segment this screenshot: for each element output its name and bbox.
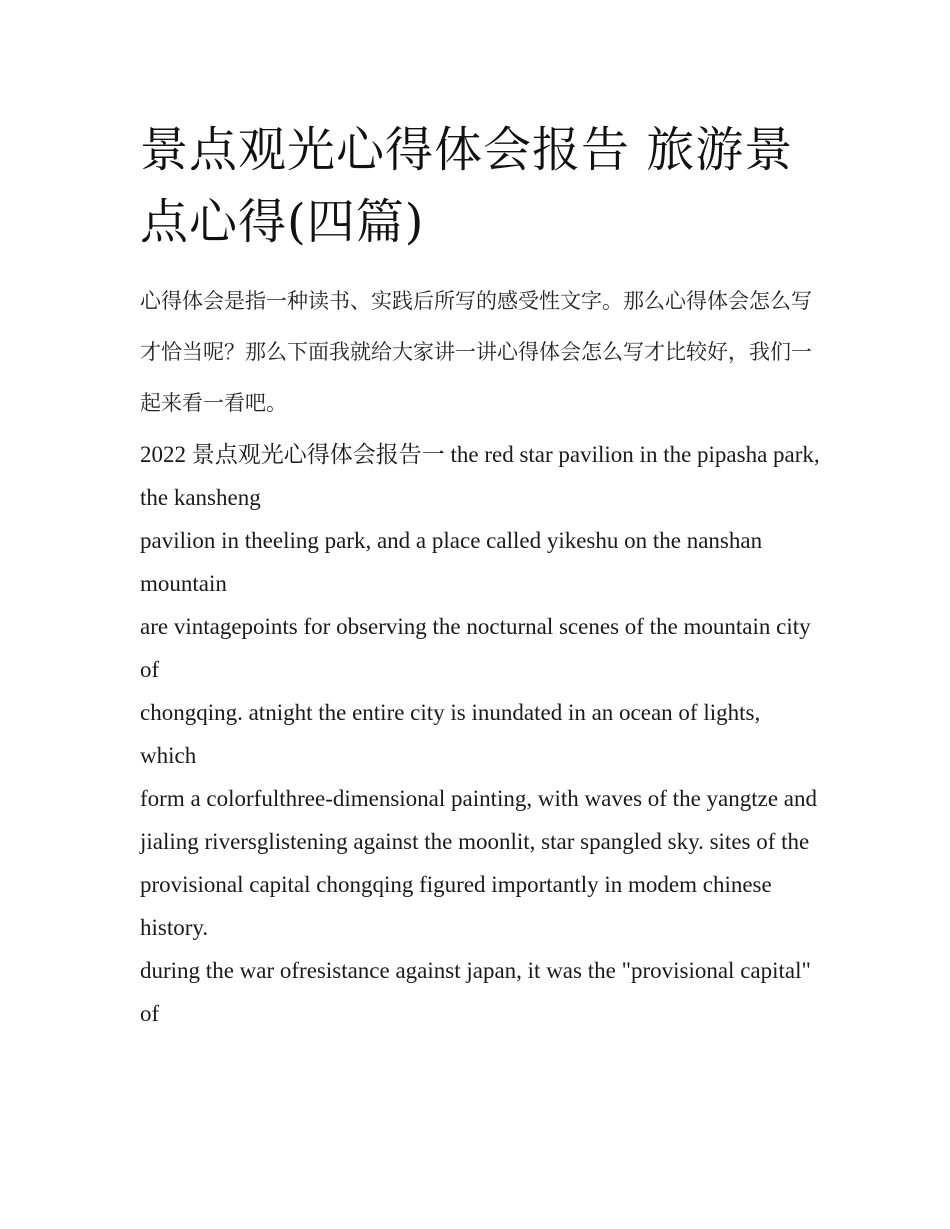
body-text	[140, 433, 820, 1035]
document-page	[140, 114, 820, 1035]
document-title: 景点观光心得体会报告 旅游景点心得(四篇)	[140, 122, 794, 250]
body-line: pavilion in theeling park, and a place called yikeshu on the nanshan mountain	[140, 528, 763, 596]
body-line: form a colorfulthree-dimensional painting, with waves of the yangtze and	[140, 786, 818, 811]
body-line: are vintagepoints for observing the nocturnal scenes of the mountain city of	[140, 614, 811, 682]
body-line: during the war ofresistance against japan, it was the "provisional capital" of	[140, 958, 811, 1026]
intro-paragraph: 心得体会是指一种读书、实践后所写的感受性文字。那么心得体会怎么写才恰当呢？那么下面我就给大家讲一讲心得体会怎么写才比较好，我们一起来看一看吧。	[140, 289, 812, 415]
body-line: 2022 景点观光心得体会报告一 the red star pavilion in the pipasha park, the kansheng	[140, 442, 820, 510]
body-line: chongqing. atnight the entire city is inundated in an ocean of lights, which	[140, 700, 761, 768]
body-line: jialing riversglistening against the moonlit, star spangled sky. sites of the	[140, 829, 810, 854]
body-line: provisional capital chongqing figured importantly in modem chinese history.	[140, 872, 772, 940]
